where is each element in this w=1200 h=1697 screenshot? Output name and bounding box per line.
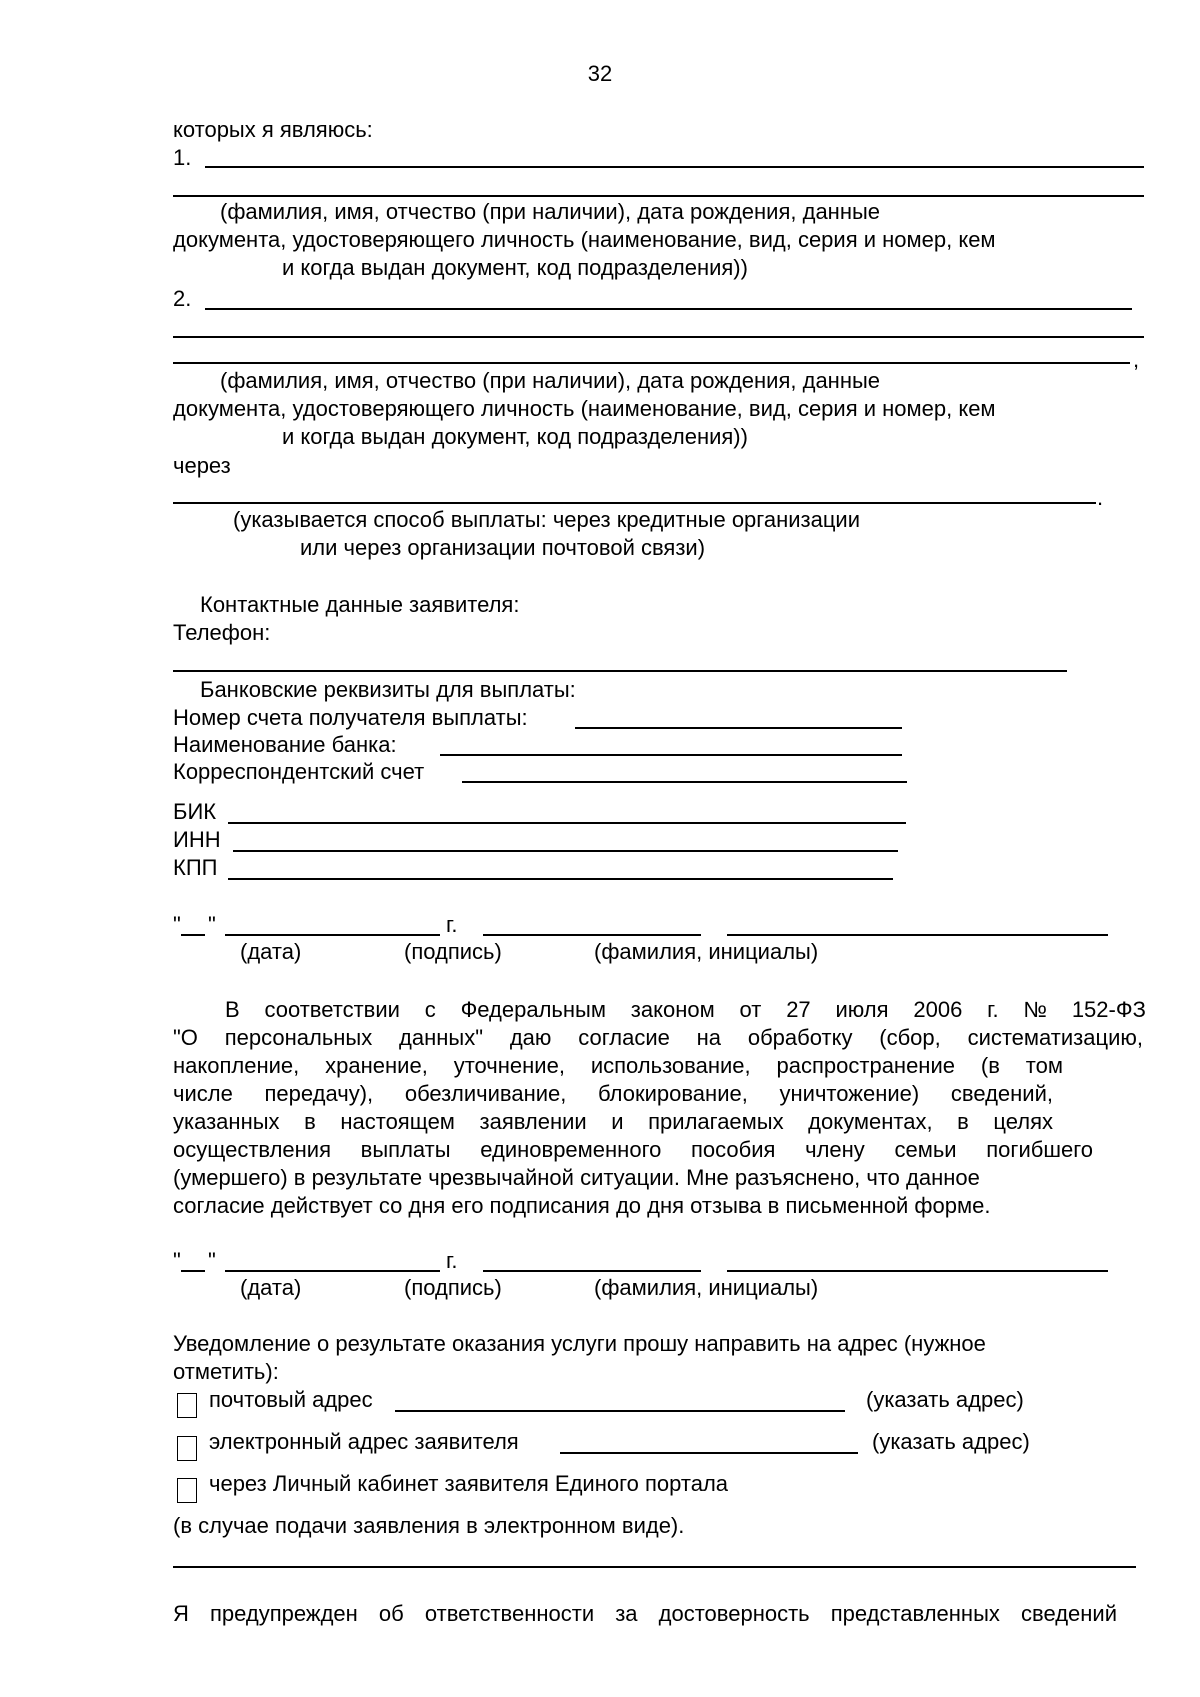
corr-account-label: Корреспондентский счет: [173, 759, 425, 784]
member2-caption-line-3: и когда выдан документ, код подразделения)): [282, 424, 748, 449]
payment-label: через: [173, 453, 231, 478]
member2-field-line-2[interactable]: [173, 336, 1144, 338]
postal-checkbox[interactable]: [177, 1393, 197, 1418]
payment-method-field[interactable]: [173, 502, 1096, 504]
consent-word: В: [225, 997, 240, 1022]
phone-label: Телефон:: [173, 620, 271, 645]
payment-caption-line-1: (указывается способ выплаты: через кредитные организации: [233, 507, 861, 532]
consent-line-6: осуществления выплаты единовременного пособия члену семьи погибшего: [173, 1137, 1093, 1162]
sig1-date-caption: (дата): [240, 939, 302, 964]
notification-note: (в случае подачи заявления в электронном виде).: [173, 1513, 685, 1538]
sig2-signature-field[interactable]: [483, 1270, 701, 1272]
consent-line-3: накопление, хранение, уточнение, использование, распространение (в том: [173, 1053, 1063, 1078]
member2-field-line-1[interactable]: [205, 308, 1132, 310]
page-number: 32: [587, 61, 613, 86]
intro-text: которых я являюсь:: [173, 117, 373, 142]
consent-word: от: [739, 997, 762, 1022]
sig2-name-caption: (фамилия, инициалы): [594, 1275, 819, 1300]
phone-field[interactable]: [173, 670, 1067, 672]
consent-word: г.: [987, 997, 999, 1022]
sig1-month-field[interactable]: [225, 934, 440, 936]
bik-field[interactable]: [228, 822, 906, 824]
member2-caption-line-1: (фамилия, имя, отчество (при наличии), дата рождения, данные: [220, 368, 881, 393]
consent-word: законом: [630, 997, 715, 1022]
kpp-label: КПП: [173, 855, 218, 880]
sig1-year-suffix: г.: [446, 912, 458, 937]
sig2-quote-close: ": [208, 1248, 216, 1273]
postal-option-label: почтовый адрес: [209, 1387, 373, 1412]
consent-word: 27: [786, 997, 811, 1022]
email-option-label: электронный адрес заявителя: [209, 1429, 519, 1454]
portal-checkbox[interactable]: [177, 1478, 197, 1503]
sig2-signature-caption: (подпись): [404, 1275, 502, 1300]
member1-caption-line-2: документа, удостоверяющего личность (наименование, вид, серия и номер, кем: [173, 227, 996, 252]
corr-account-field[interactable]: [462, 781, 907, 783]
inn-label: ИНН: [173, 827, 221, 852]
postal-address-field[interactable]: [395, 1410, 845, 1412]
consent-line-4: числе передачу), обезличивание, блокирование, уничтожение) сведений,: [173, 1081, 1053, 1106]
bank-heading: Банковские реквизиты для выплаты:: [200, 677, 576, 702]
consent-line-8: согласие действует со дня его подписания до дня отзыва в письменной форме.: [173, 1193, 991, 1218]
sig1-quote-open: ": [173, 912, 181, 937]
sig2-year-suffix: г.: [446, 1248, 458, 1273]
consent-line-7: (умершего) в результате чрезвычайной ситуации. Мне разъяснено, что данное: [173, 1165, 980, 1190]
sig2-quote-open: ": [173, 1248, 181, 1273]
email-checkbox[interactable]: [177, 1436, 197, 1461]
email-address-field[interactable]: [560, 1452, 858, 1454]
member1-caption-line-3: и когда выдан документ, код подразделения)): [282, 255, 748, 280]
member2-number: 2.: [173, 286, 192, 311]
consent-line-5: указанных в настоящем заявлении и прилагаемых документах, в целях: [173, 1109, 1053, 1134]
sig2-day-field[interactable]: [181, 1270, 205, 1272]
member2-caption-line-2: документа, удостоверяющего личность (наименование, вид, серия и номер, кем: [173, 396, 996, 421]
contacts-heading: Контактные данные заявителя:: [200, 592, 520, 617]
postal-address-hint: (указать адрес): [866, 1387, 1024, 1412]
member1-caption-line-1: (фамилия, имя, отчество (при наличии), дата рождения, данные: [220, 199, 881, 224]
consent-word: Федеральным: [460, 997, 606, 1022]
bank-name-label: Наименование банка:: [173, 732, 397, 757]
consent-word: июля: [835, 997, 889, 1022]
account-field[interactable]: [575, 727, 902, 729]
member1-field-line-1[interactable]: [205, 166, 1144, 168]
sig1-name-caption: (фамилия, инициалы): [594, 939, 819, 964]
member2-field-line-3[interactable]: [173, 362, 1130, 364]
sig1-signature-field[interactable]: [483, 934, 701, 936]
payment-period: .: [1097, 485, 1104, 510]
payment-caption-line-2: или через организации почтовой связи): [300, 535, 706, 560]
sig2-month-field[interactable]: [225, 1270, 440, 1272]
sig1-signature-caption: (подпись): [404, 939, 502, 964]
notification-line-1: Уведомление о результате оказания услуги прошу направить на адрес (нужное: [173, 1331, 986, 1356]
consent-line-1: [173, 996, 1146, 1024]
sig1-day-field[interactable]: [181, 934, 205, 936]
consent-word: 2006: [913, 997, 963, 1022]
kpp-field[interactable]: [228, 878, 893, 880]
sig1-quote-close: ": [208, 912, 216, 937]
consent-line-2: "О персональных данных" даю согласие на обработку (сбор, систематизацию,: [173, 1025, 1143, 1050]
bank-name-field[interactable]: [440, 754, 902, 756]
member1-number: 1.: [173, 145, 192, 170]
member1-field-line-2[interactable]: [173, 195, 1144, 197]
bik-label: БИК: [173, 799, 217, 824]
account-label: Номер счета получателя выплаты:: [173, 705, 528, 730]
consent-word: с: [424, 997, 436, 1022]
sig1-name-field[interactable]: [727, 934, 1108, 936]
sig2-date-caption: (дата): [240, 1275, 302, 1300]
portal-option-label: через Личный кабинет заявителя Единого портала: [209, 1471, 729, 1496]
consent-word: соответствии: [264, 997, 400, 1022]
email-address-hint: (указать адрес): [872, 1429, 1030, 1454]
consent-word: №: [1023, 997, 1047, 1022]
notification-line-2: отметить):: [173, 1359, 279, 1384]
responsibility-warning: Я предупрежден об ответственности за достоверность представленных сведений: [173, 1601, 1117, 1626]
separator-line: [173, 1566, 1136, 1568]
member2-comma: ,: [1133, 347, 1140, 372]
inn-field[interactable]: [233, 850, 898, 852]
sig2-name-field[interactable]: [727, 1270, 1108, 1272]
consent-word: 152-ФЗ: [1071, 997, 1146, 1022]
